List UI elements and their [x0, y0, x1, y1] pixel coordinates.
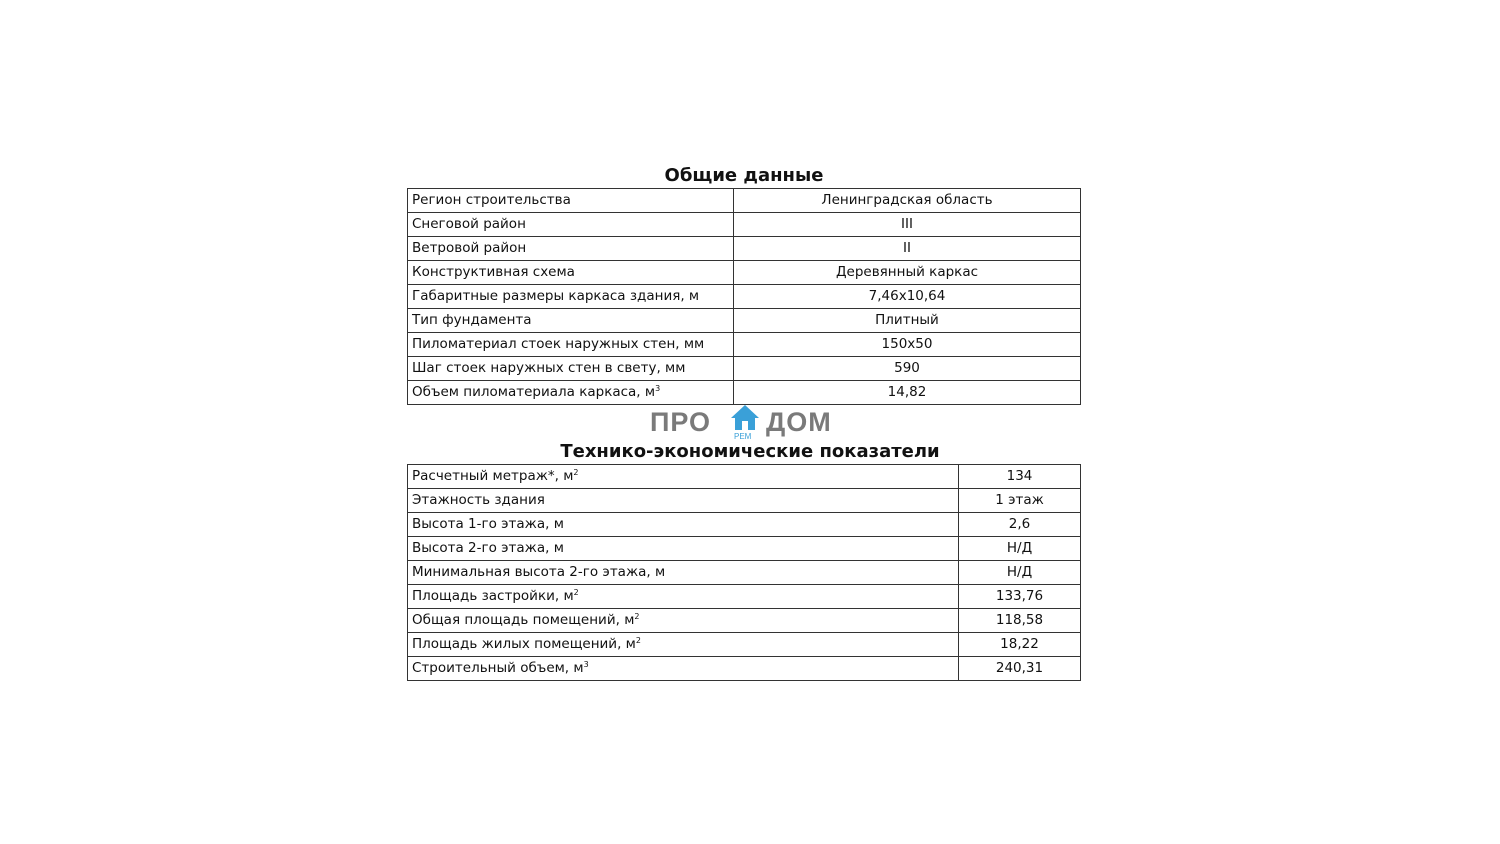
- row-label: Минимальная высота 2-го этажа, м: [408, 561, 959, 585]
- table-row: [408, 285, 1081, 309]
- table-row: [408, 537, 1081, 561]
- row-label: Снеговой район: [408, 213, 734, 237]
- row-value: Плитный: [734, 309, 1081, 333]
- general-data-title: Общие данные: [664, 165, 824, 186]
- row-value: 118,58: [959, 609, 1081, 633]
- row-value: Деревянный каркас: [734, 261, 1081, 285]
- row-label: Конструктивная схема: [408, 261, 734, 285]
- table-row: [408, 237, 1081, 261]
- table-row: [408, 561, 1081, 585]
- table-row: [408, 489, 1081, 513]
- logo-right-text: ДОМ: [766, 407, 832, 437]
- row-label: Площадь застройки, $м^2$: [408, 585, 959, 609]
- table-row: [408, 357, 1081, 381]
- row-label: Габаритные размеры каркаса здания, м: [408, 285, 734, 309]
- row-value: 7,46х10,64: [734, 285, 1081, 309]
- row-value: Н/Д: [959, 561, 1081, 585]
- house-icon: [730, 403, 760, 433]
- row-label: Объем пиломатериала каркаса, $м^3$: [408, 381, 734, 405]
- row-label: Высота 2-го этажа, м: [408, 537, 959, 561]
- table-row: [408, 381, 1081, 405]
- table-row: [408, 633, 1081, 657]
- row-label: Этажность здания: [408, 489, 959, 513]
- row-value: 134: [959, 465, 1081, 489]
- row-label: Расчетный метраж*, $м^2$: [408, 465, 959, 489]
- row-value: 133,76: [959, 585, 1081, 609]
- row-label: Шаг стоек наружных стен в свету, мм: [408, 357, 734, 381]
- pro-dom-logo: [650, 403, 850, 443]
- row-label: Высота 1-го этажа, м: [408, 513, 959, 537]
- table-row: [408, 261, 1081, 285]
- table-row: [408, 465, 1081, 489]
- row-value: 18,22: [959, 633, 1081, 657]
- row-value: 2,6: [959, 513, 1081, 537]
- row-value: 590: [734, 357, 1081, 381]
- logo-small-text: РЕМ: [734, 432, 752, 441]
- row-label: Регион строительства: [408, 189, 734, 213]
- table-row: [408, 513, 1081, 537]
- table-row: [408, 333, 1081, 357]
- table-row: [408, 585, 1081, 609]
- table-row: [408, 309, 1081, 333]
- general-data-table: [407, 188, 1081, 405]
- table-row: [408, 213, 1081, 237]
- row-value: 150х50: [734, 333, 1081, 357]
- row-label: Площадь жилых помещений, $м^2$: [408, 633, 959, 657]
- row-label: Пиломатериал стоек наружных стен, мм: [408, 333, 734, 357]
- logo-left-text: ПРО: [650, 407, 712, 437]
- row-label: Ветровой район: [408, 237, 734, 261]
- table-row: [408, 657, 1081, 681]
- row-label: Общая площадь помещений, $м^2$: [408, 609, 959, 633]
- row-value: III: [734, 213, 1081, 237]
- row-value: 240,31: [959, 657, 1081, 681]
- row-label: Тип фундамента: [408, 309, 734, 333]
- row-value: 14,82: [734, 381, 1081, 405]
- row-label: Строительный объем, $м^3$: [408, 657, 959, 681]
- table-row: [408, 609, 1081, 633]
- row-value: II: [734, 237, 1081, 261]
- tep-table: [407, 464, 1081, 681]
- row-value: 1 этаж: [959, 489, 1081, 513]
- row-value: Н/Д: [959, 537, 1081, 561]
- tep-title: Технико-экономические показатели: [560, 441, 940, 462]
- table-row: [408, 189, 1081, 213]
- row-value: Ленинградская область: [734, 189, 1081, 213]
